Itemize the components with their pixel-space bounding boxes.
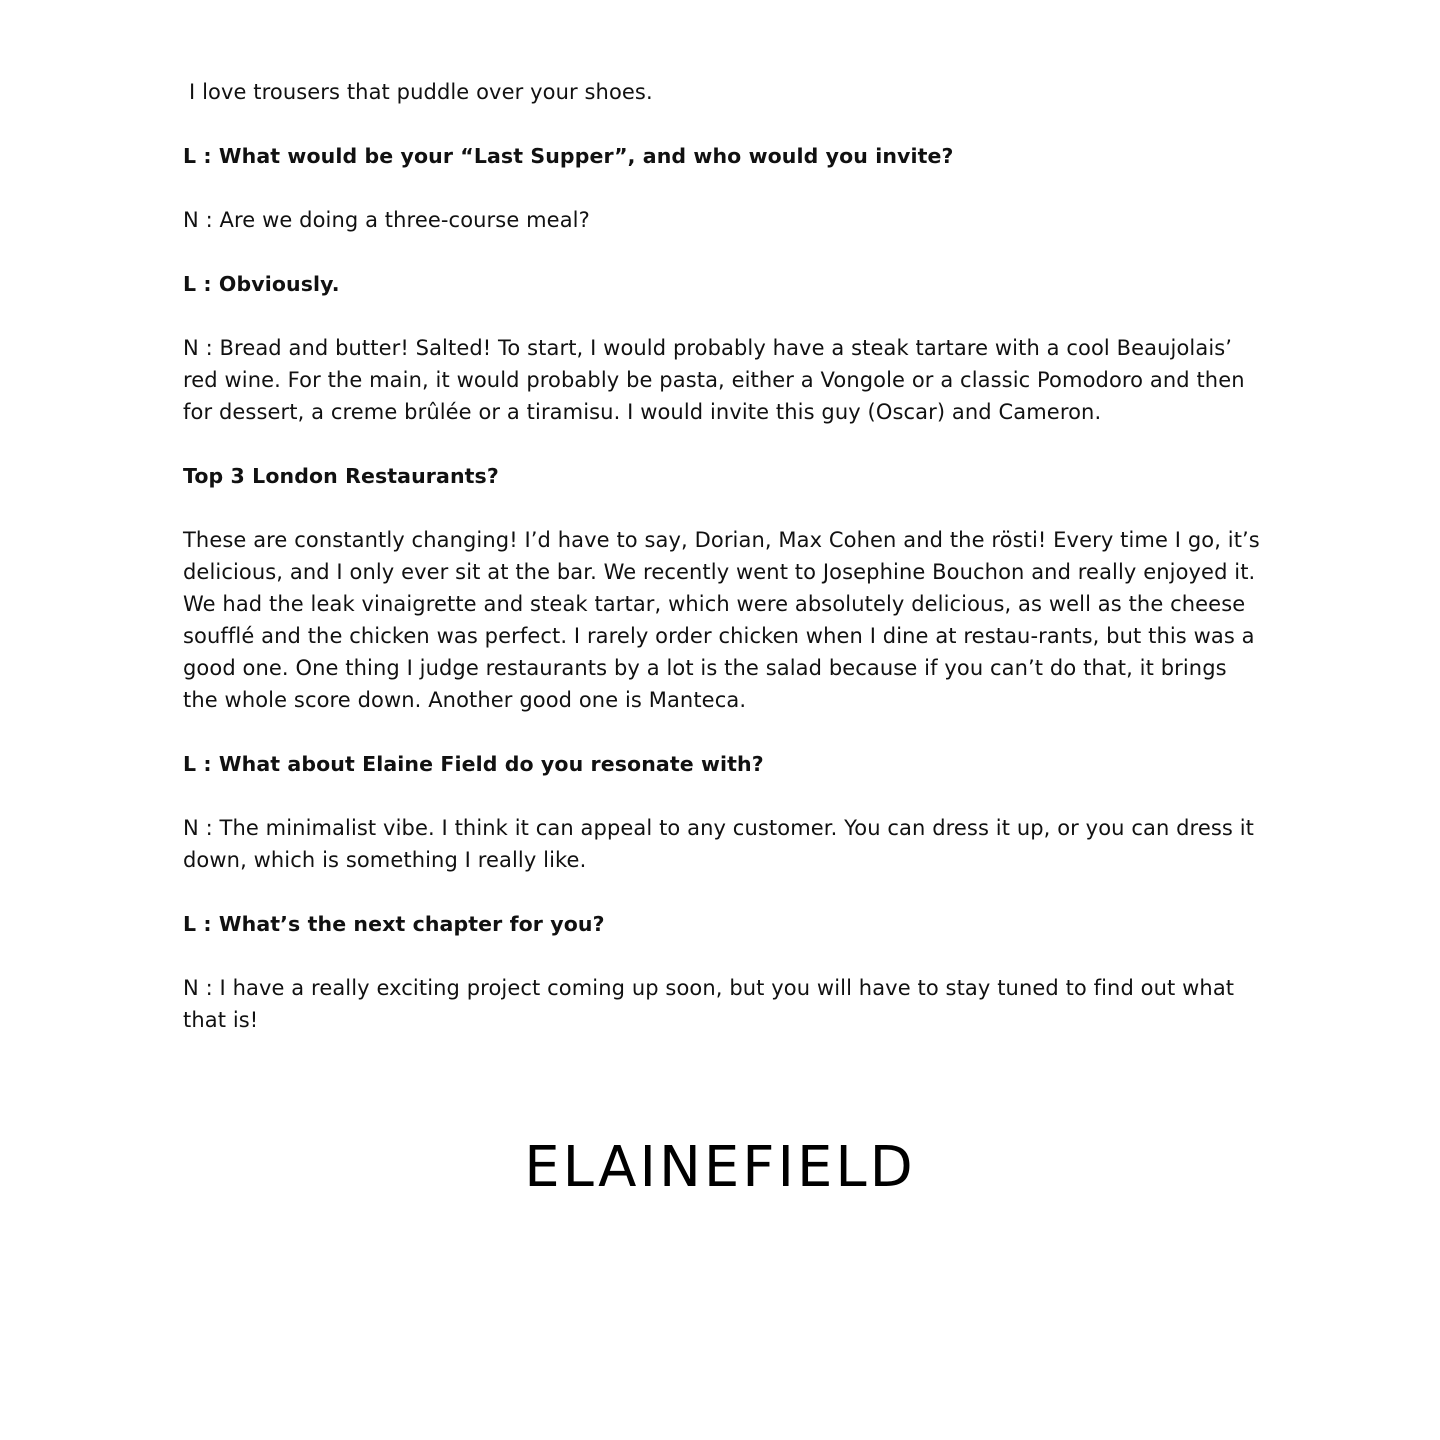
- answer-paragraph: N : Are we doing a three-course meal?: [183, 208, 590, 232]
- question-paragraph: L : What about Elaine Field do you resonate with?: [183, 752, 764, 776]
- brand-logo: ELAINEFIELD: [524, 1135, 916, 1200]
- interview-article: [183, 76, 1263, 1068]
- question-paragraph: Top 3 London Restaurants?: [183, 464, 499, 488]
- answer-paragraph: These are constantly changing! I’d have to say, Dorian, Max Cohen and the rösti! Every time I go, it’s delicious, and I only ever sit at the bar. We recently went to Josephine Bouchon and really enjoyed it. We had the leak vinaigrette and steak tartar, which were absolutely delicious, as well as the cheese soufflé and the chicken was perfect. I rarely order chicken when I dine at restau-rants, but this was a good one. One thing I judge restaurants by a lot is the salad because if you can’t do that, it brings the whole score down. Another good one is Manteca.: [183, 528, 1260, 712]
- answer-paragraph: N : The minimalist vibe. I think it can appeal to any customer. You can dress it up, or you can dress it down, which is something I really like.: [183, 816, 1254, 872]
- question-paragraph: L : What’s the next chapter for you?: [183, 912, 605, 936]
- question-paragraph: L : What would be your “Last Supper”, and who would you invite?: [183, 144, 954, 168]
- answer-paragraph: I love trousers that puddle over your shoes.: [189, 80, 653, 104]
- question-paragraph: L : Obviously.: [183, 272, 340, 296]
- answer-paragraph: N : Bread and butter! Salted! To start, I would probably have a steak tartare with a cool Beaujolais’ red wine. For the main, it would probably be pasta, either a Vongole or a classic Pomodoro and then for dessert, a creme brûlée or a tiramisu. I would invite this guy (Oscar) and Cameron.: [183, 336, 1245, 424]
- answer-paragraph: N : I have a really exciting project coming up soon, but you will have to stay tuned to find out what that is!: [183, 976, 1235, 1032]
